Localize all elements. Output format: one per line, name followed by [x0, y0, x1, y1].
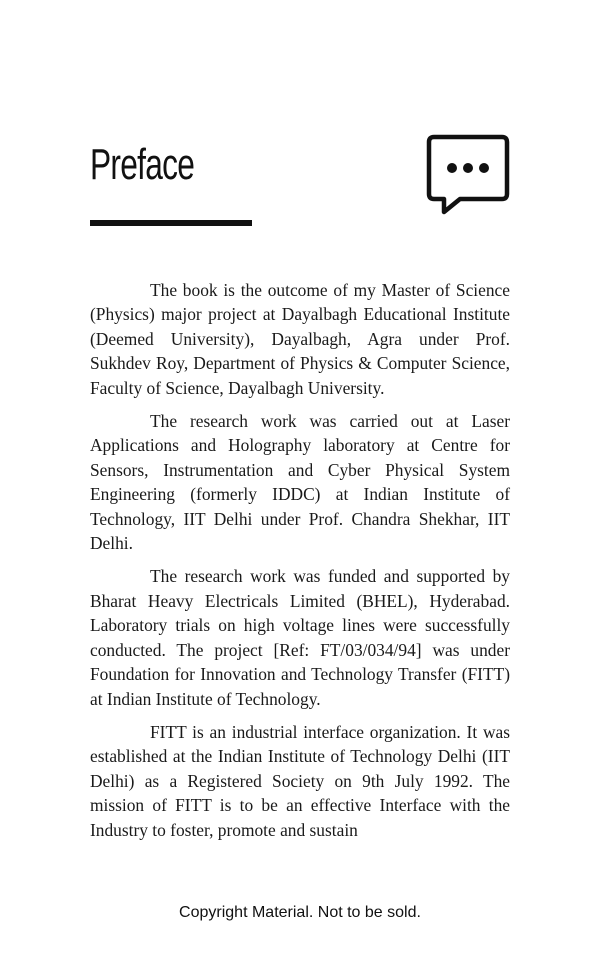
- paragraph-1: The book is the outcome of my Master of Science (Physics) major project at Dayalbagh Educational Institute (Deemed University), Dayalbagh, Agra under Prof. Sukhdev Roy, Department of Physics & Computer Science, Faculty of Science, Dayalbagh University.: [90, 280, 510, 398]
- copyright-footer: Copyright Material. Not to be sold.: [179, 904, 421, 921]
- paragraph-2: The research work was carried out at Laser Applications and Holography laboratory at Centre for Sensors, Instrumentation and Cyber Physical System Engineering (formerly IDDC) at Indian Institute of Technology, IIT Delhi under Prof. Chandra Shekhar, IIT Delhi.: [90, 411, 510, 554]
- chat-bubble-ellipsis-icon: [426, 134, 510, 216]
- title-underline: [90, 220, 252, 226]
- paragraph-4: FITT is an industrial interface organization. It was established at the Indian Institute of Technology Delhi (IIT Delhi) as a Registered Society on 9th July 1992. The mission of FITT is to be an effective Interface with the Industry to foster, promote and sustain: [90, 721, 510, 840]
- page-title: Preface: [90, 140, 195, 189]
- paragraph-3: The research work was funded and supported by Bharat Heavy Electricals Limited (BHEL), Hyderabad. Laboratory trials on high voltage lines were successfully conducted. The project [Ref: FT/03/034/94] was under Foundation for Innovation and Technology Transfer (FITT) at Indian Institute of Technology.: [90, 566, 510, 709]
- preface-body: [90, 278, 510, 851]
